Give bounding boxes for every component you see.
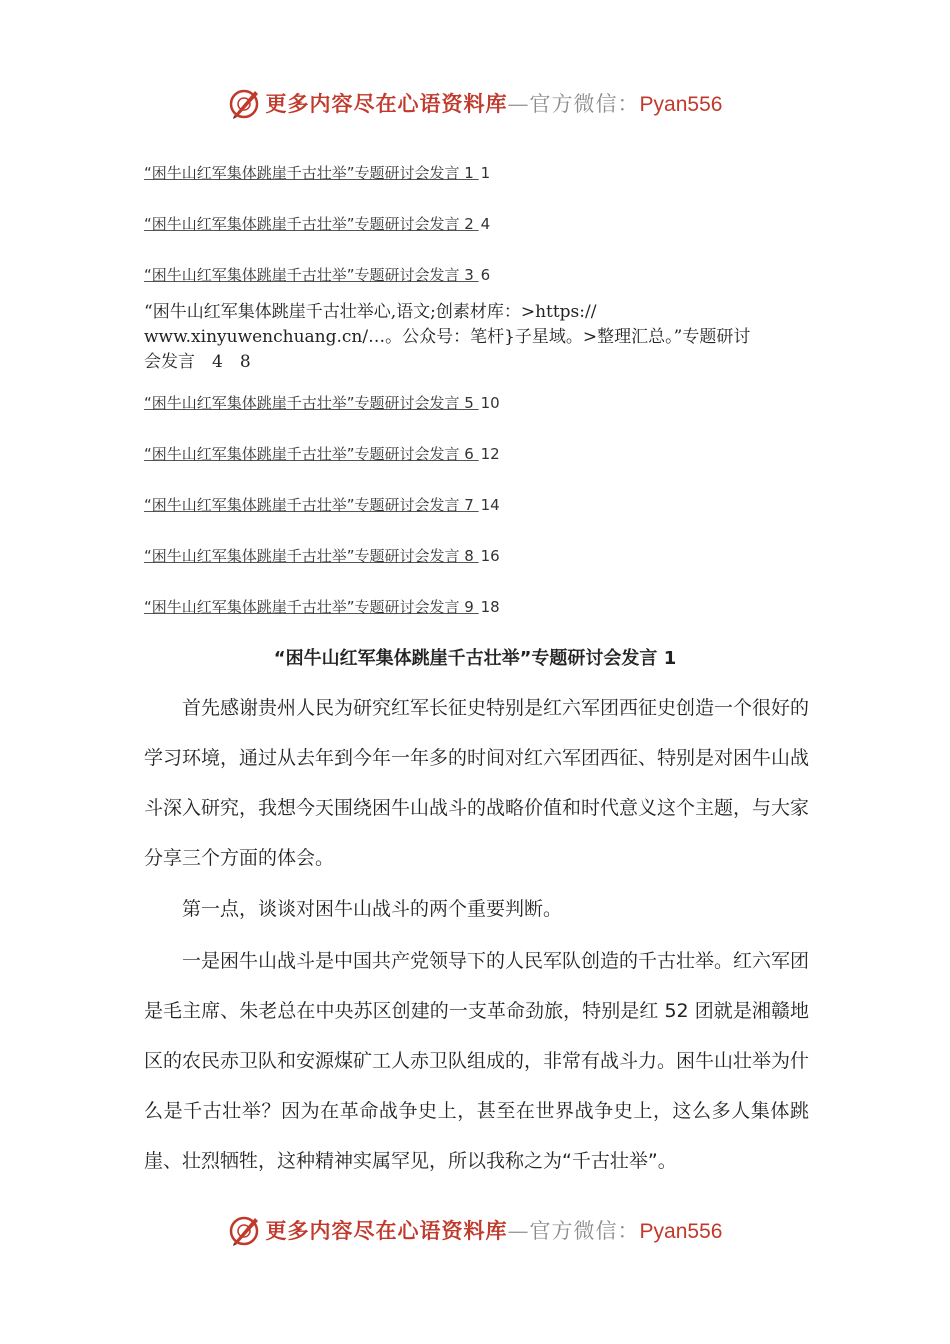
toc-item-9[interactable] — [144, 596, 500, 617]
toc-item-1[interactable] — [144, 162, 490, 183]
toc-item-4-line3: 会发言 4 8 — [144, 352, 251, 372]
article-paragraph-2: 第一点，谈谈对困牛山战斗的两个重要判断。 — [182, 898, 563, 920]
toc-item-page: 4 — [480, 215, 491, 233]
toc-item-title[interactable]: “困牛山红军集体跳崖千古壮举”专题研讨会发言 9 — [144, 598, 479, 616]
banner-dash: — — [507, 92, 530, 116]
toc-item-4 — [144, 300, 804, 375]
toc-item-page: 12 — [480, 445, 500, 463]
footer-banner — [0, 1210, 950, 1250]
toc-item-2[interactable] — [144, 213, 490, 234]
header-banner — [0, 83, 950, 123]
pen-circle-logo-icon — [228, 86, 262, 120]
banner-dash: — — [507, 1219, 530, 1243]
banner-wechat-label: 官方微信： — [529, 92, 640, 116]
banner-wechat-label: 官方微信： — [529, 1219, 640, 1243]
toc-item-title[interactable]: “困牛山红军集体跳崖千古壮举”专题研讨会发言 1 — [144, 164, 479, 182]
toc-item-page: 10 — [480, 394, 500, 412]
banner-text — [266, 1215, 723, 1245]
toc-item-6[interactable] — [144, 443, 500, 464]
toc-item-5[interactable] — [144, 392, 500, 413]
banner-wechat-id: Pyan556 — [639, 93, 723, 116]
banner-main: 更多内容尽在心语资料库 — [265, 1218, 508, 1243]
banner-wechat-id: Pyan556 — [639, 1220, 723, 1243]
toc-item-page: 14 — [480, 496, 500, 514]
pen-circle-logo-icon — [228, 1213, 262, 1247]
toc-item-title[interactable]: “困牛山红军集体跳崖千古壮举”专题研讨会发言 8 — [144, 547, 479, 565]
article-paragraph-3: 一是困牛山战斗是中国共产党领导下的人民军队创造的千古壮举。红六军团是毛主席、朱老总在中央苏区创建的一支革命劲旅，特别是红 52 团就是湘赣地区的农民赤卫队和安源煤矿工人赤卫队组成的，非常有战斗力。困牛山壮举为什么是千古壮举？因为在革命战争史上，甚至在世界战争史上，这么多人集体跳崖、壮烈牺牲，这种精神实属罕见，所以我称之为“千古壮举”。 — [144, 950, 810, 1172]
banner-text — [266, 88, 723, 118]
article-paragraph-1: 首先感谢贵州人民为研究红军长征史特别是红六军团西征史创造一个很好的学习环境，通过从去年到今年一年多的时间对红六军团西征、特别是对困牛山战斗深入研究，我想今天围绕困牛山战斗的战略价值和时代意义这个主题，与大家分享三个方面的体会。 — [144, 697, 810, 869]
toc-item-page: 6 — [480, 266, 491, 284]
toc-item-page: 16 — [480, 547, 500, 565]
toc-item-4-line2: www.xinyuwenchuang.cn/…。公众号：笔杆}子星域。>整理汇总。”专题研讨 — [144, 327, 751, 347]
toc-item-page: 18 — [480, 598, 500, 616]
toc-item-3[interactable] — [144, 264, 490, 285]
toc-item-title[interactable]: “困牛山红军集体跳崖千古壮举”专题研讨会发言 3 — [144, 266, 479, 284]
toc-item-4-line1: “困牛山红军集体跳崖千古壮举心,语文;创素材库：>https:// — [144, 302, 597, 322]
toc-item-title[interactable]: “困牛山红军集体跳崖千古壮举”专题研讨会发言 5 — [144, 394, 479, 412]
toc-item-7[interactable] — [144, 494, 500, 515]
toc-item-page: 1 — [480, 164, 491, 182]
banner-main: 更多内容尽在心语资料库 — [265, 91, 508, 116]
toc-item-title[interactable]: “困牛山红军集体跳崖千古壮举”专题研讨会发言 7 — [144, 496, 479, 514]
toc-item-title[interactable]: “困牛山红军集体跳崖千古壮举”专题研讨会发言 6 — [144, 445, 479, 463]
article-title: “困牛山红军集体跳崖千古壮举”专题研讨会发言 1 — [273, 648, 677, 669]
toc-item-title[interactable]: “困牛山红军集体跳崖千古壮举”专题研讨会发言 2 — [144, 215, 479, 233]
toc-item-8[interactable] — [144, 545, 500, 566]
